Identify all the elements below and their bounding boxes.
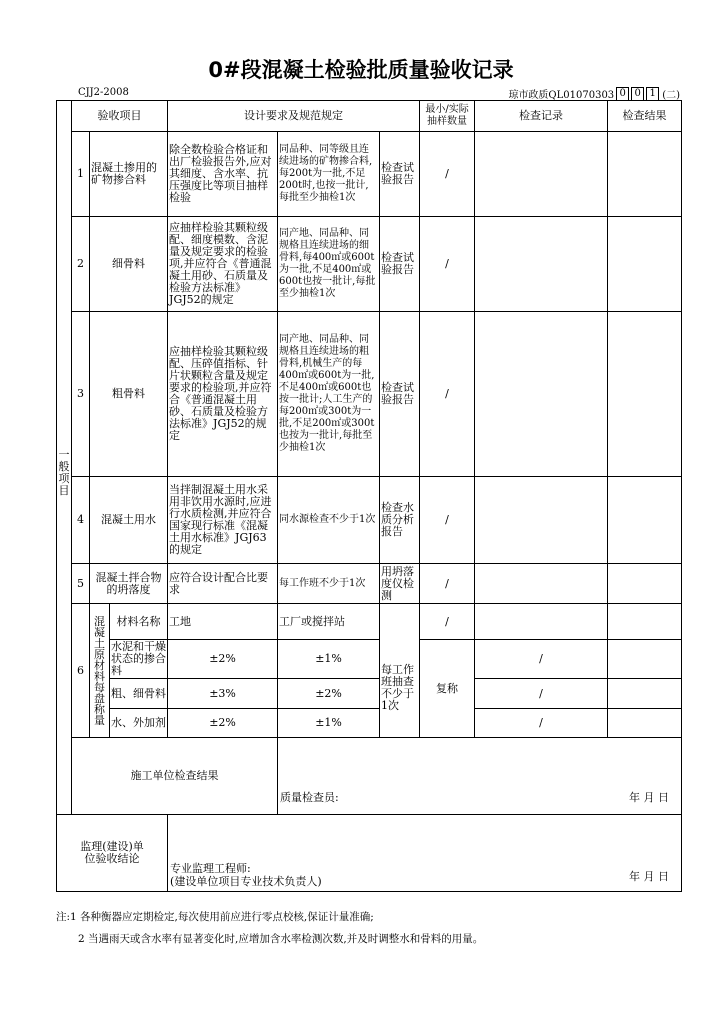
supervision-date: 年 月 日 <box>629 870 670 883</box>
result-cell[interactable] <box>608 132 682 217</box>
header-result: 检查结果 <box>608 101 682 132</box>
plant-header: 工厂或搅拌站 <box>278 604 380 640</box>
result-cell[interactable] <box>608 312 682 477</box>
header-sample: 最小/实际抽样数量 <box>420 101 475 132</box>
frequency-text: 同产地、同品种、同规格且连续进场的细骨料,每400㎡或600t为一批,不足400㎡或600t也按一批计,每批至少抽检1次 <box>278 217 380 312</box>
note-2: 2 当遇雨天或含水率有显著变化时,应增加含水率检测次数,并及时调整水和骨料的用量。 <box>78 933 484 945</box>
requirement-text: 应抽样检验其颗粒级配、细度模数、含泥量及规定要求的检验项,并应符合《普通混凝土用砂、石质量及检验方法标准》JGJ52的规定 <box>168 217 278 312</box>
record-cell[interactable] <box>608 709 682 738</box>
construction-result-cell[interactable] <box>278 738 682 815</box>
page-title: 0#段混凝土检验批质量验收记录 <box>208 58 514 82</box>
record-cell[interactable] <box>475 312 608 477</box>
frequency-text: 同水源检查不少于1次 <box>278 477 380 564</box>
table-row <box>57 564 682 604</box>
sample-value: / <box>420 564 475 604</box>
construction-label: 施工单位检查结果 <box>72 738 278 815</box>
header-record: 检查记录 <box>475 101 608 132</box>
table-row <box>57 477 682 564</box>
result-cell[interactable] <box>608 477 682 564</box>
site-tolerance: ±2% <box>168 640 278 679</box>
row-no: 4 <box>72 477 90 564</box>
item-name: 混凝土用水 <box>90 477 168 564</box>
form-number-box: 0 <box>631 87 644 101</box>
sample-value: / <box>420 477 475 564</box>
plant-tolerance: ±2% <box>278 679 380 709</box>
header-item: 验收项目 <box>72 101 168 132</box>
requirement-text: 当拌制混凝土用水采用非饮用水源时,应进行水质检测,并应符合国家现行标准《混凝土用水标准》JGJ63的规定 <box>168 477 278 564</box>
plant-tolerance: ±1% <box>278 640 380 679</box>
method-text: 检查试验报告 <box>380 217 420 312</box>
material-name: 粗、细骨料 <box>110 679 168 709</box>
frequency-text: 同产地、同品种、同规格且连续进场的粗骨料,机械生产的每400㎡或600t为一批,不足400㎡或600t也按一批计;人工生产的每200㎡或300t为一批,不足200㎡或300t也按为一批计,每批至少抽检1次 <box>278 312 380 477</box>
method-text: 检查水质分析报告 <box>380 477 420 564</box>
form-number <box>508 86 680 101</box>
weighing-label: 混 凝 土 原 材 料 每 盘 称 量 <box>90 604 110 738</box>
sample-value: / <box>475 679 608 709</box>
record-cell[interactable] <box>475 604 608 640</box>
plant-tolerance: ±1% <box>278 709 380 738</box>
quality-inspector-label: 质量检查员: <box>280 791 339 804</box>
requirement-text: 除全数检验合格证和出厂检验报告外,应对其细度、含水率、抗压强度比等项目抽样检验 <box>168 132 278 217</box>
table-row <box>57 709 682 738</box>
construction-date: 年 月 日 <box>629 791 670 804</box>
item-name: 混凝土拌合物的坍落度 <box>90 564 168 604</box>
method-text: 检查试验报告 <box>380 132 420 217</box>
row-no: 2 <box>72 217 90 312</box>
result-cell[interactable] <box>608 564 682 604</box>
item-name: 混凝土掺用的矿物掺合料 <box>90 132 168 217</box>
frequency-text: 每工作班不少于1次 <box>278 564 380 604</box>
row-no: 3 <box>72 312 90 477</box>
sample-value: / <box>420 604 475 640</box>
frequency-text: 同品种、同等级且连续进场的矿物掺合料,每200t为一批,不足200t时,也按一批计,每批至少抽检1次 <box>278 132 380 217</box>
row-no: 1 <box>72 132 90 217</box>
method-text: 复称 <box>420 640 475 738</box>
table-row <box>57 217 682 312</box>
record-cell[interactable] <box>475 132 608 217</box>
result-cell[interactable] <box>608 217 682 312</box>
table-row <box>57 604 682 640</box>
row-no: 5 <box>72 564 90 604</box>
header-row <box>57 101 682 132</box>
site-tolerance: ±2% <box>168 709 278 738</box>
table-row <box>57 640 682 679</box>
material-name-header: 材料名称 <box>110 604 168 640</box>
supervision-label: 监理(建设)单位验收结论 <box>57 815 168 892</box>
material-name: 水、外加剂 <box>110 709 168 738</box>
table-row <box>57 679 682 709</box>
requirement-text: 应符合设计配合比要求 <box>168 564 278 604</box>
record-cell[interactable] <box>475 564 608 604</box>
general-items-label: 一 般 项 目 <box>57 132 72 815</box>
supervision-row <box>57 815 682 892</box>
item-name: 粗骨料 <box>90 312 168 477</box>
supervision-result-cell[interactable] <box>168 815 682 892</box>
sample-value: / <box>420 217 475 312</box>
result-cell[interactable] <box>608 604 682 640</box>
item-name: 细骨料 <box>90 217 168 312</box>
form-number-suffix: (二) <box>662 90 680 101</box>
sample-value: / <box>475 709 608 738</box>
standard-code: CJJ2-2008 <box>78 87 129 98</box>
material-name: 水泥和干燥状态的掺合料 <box>111 640 166 677</box>
record-cell[interactable] <box>608 679 682 709</box>
supervising-engineer-label: 专业监理工程师: <box>170 862 251 875</box>
inspection-table <box>56 100 682 892</box>
method-text: 用坍落度仪检测 <box>380 564 420 604</box>
sample-value: / <box>420 312 475 477</box>
supervising-engineer-note: (建设单位项目专业技术负责人) <box>170 875 322 888</box>
site-tolerance: ±3% <box>168 679 278 709</box>
site-header: 工地 <box>168 604 278 640</box>
record-cell[interactable] <box>475 217 608 312</box>
method-text: 检查试验报告 <box>380 312 420 477</box>
construction-row <box>57 738 682 815</box>
header-requirement: 设计要求及规范规定 <box>168 101 420 132</box>
form-number-prefix: 琼市政质QL01070303 <box>508 90 615 101</box>
table-row <box>57 132 682 217</box>
record-cell[interactable] <box>475 477 608 564</box>
notes <box>56 906 483 950</box>
note-1: 注:1 各种衡器应定期检定,每次使用前应进行零点校核,保证计量准确; <box>56 911 374 923</box>
row-no: 6 <box>72 604 90 738</box>
frequency-text: 每工作班抽查不少于1次 <box>380 640 420 738</box>
form-number-box: 1 <box>646 87 659 101</box>
sample-value: / <box>420 132 475 217</box>
form-number-box: 0 <box>616 87 629 101</box>
record-cell[interactable] <box>608 640 682 679</box>
requirement-text: 应抽样检验其颗粒级配、压碎值指标、针片状颗粒含量及规定要求的检验项,并应符合《普通混凝土用砂、石质量及检验方法标准》JGJ52的规定 <box>168 312 278 477</box>
sample-value: / <box>475 640 608 679</box>
table-row <box>57 312 682 477</box>
